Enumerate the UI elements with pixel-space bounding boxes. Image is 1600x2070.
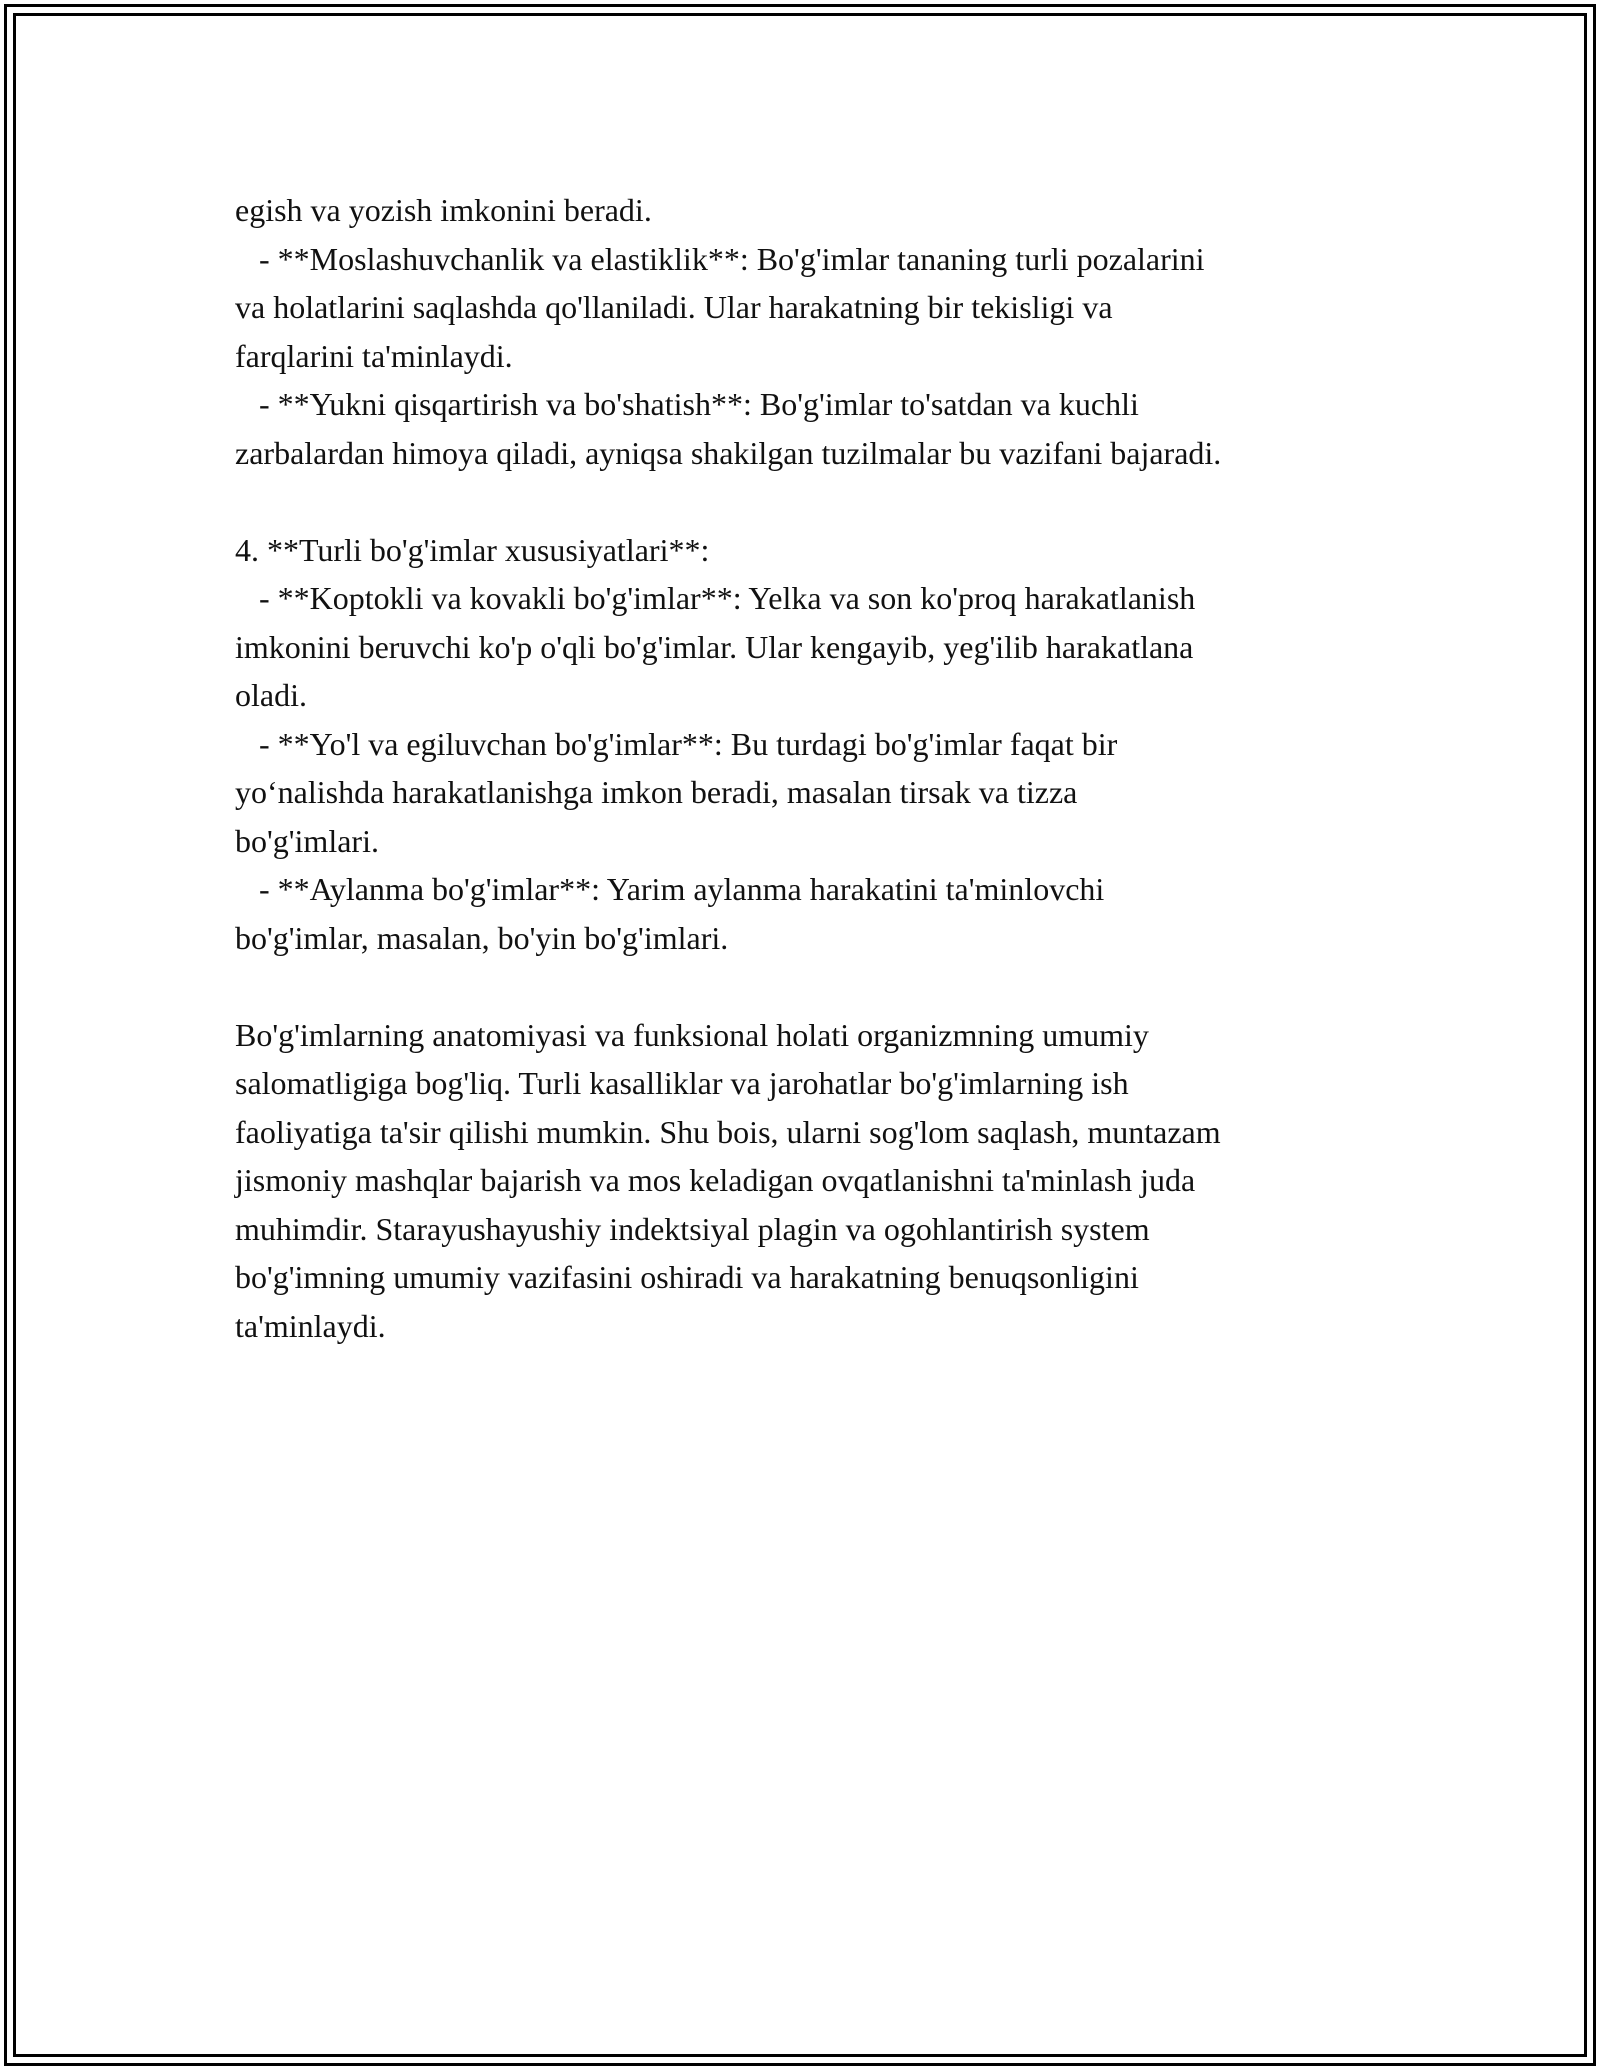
text-line: egish va yozish imkonini beradi. (235, 192, 652, 228)
text-line: muhimdir. Starayushayushiy indektsiyal plagin va ogohlantirish system (235, 1210, 1150, 1247)
paragraph-conclusion (235, 1011, 1395, 1351)
paragraph-item-ball-socket (235, 574, 1395, 720)
text-line: yo‘nalishda harakatlanishga imkon beradi, masalan tirsak va tizza (235, 774, 1078, 810)
paragraph-item-load (235, 380, 1395, 477)
text-line: oladi. (235, 677, 307, 713)
paragraph-item-hinge (235, 720, 1395, 866)
text-line: va holatlarini saqlashda qo'llaniladi. Ular harakatning bir tekisligi va (235, 289, 1113, 325)
text-line: - **Moslashuvchanlik va elastiklik**: Bo'g'imlar tananing turli pozalarini (235, 240, 1205, 277)
paragraph-gap (235, 962, 1395, 1011)
text-line: jismoniy mashqlar bajarish va mos keladigan ovqatlanishni ta'minlash juda (235, 1162, 1196, 1198)
text-line: Bo'g'imlarning anatomiyasi va funksional holati organizmning umumiy (235, 1016, 1149, 1053)
text-line: farqlarini ta'minlaydi. (235, 337, 513, 374)
paragraph-continuation (235, 186, 1395, 235)
paragraph-item-pivot (235, 865, 1395, 962)
paragraph-section-4-heading (235, 526, 1395, 575)
text-line: bo'g'imlar, masalan, bo'yin bo'g'imlari. (235, 919, 729, 956)
text-line: - **Yukni qisqartirish va bo'shatish**: Bo'g'imlar to'satdan va kuchli (235, 386, 1139, 422)
text-line: - **Koptokli va kovakli bo'g'imlar**: Yelka va son ko'proq harakatlanish (235, 580, 1196, 616)
paragraph-gap (235, 477, 1395, 526)
paragraph-item-flexibility (235, 235, 1395, 381)
text-line: 4. **Turli bo'g'imlar xususiyatlari**: (235, 531, 710, 568)
text-line: faoliyatiga ta'sir qilishi mumkin. Shu bois, ularni sog'lom saqlash, muntazam (235, 1113, 1221, 1150)
text-line: - **Yo'l va egiluvchan bo'g'imlar**: Bu turdagi bo'g'imlar faqat bir (235, 725, 1118, 762)
text-line: bo'g'imning umumiy vazifasini oshiradi va harakatning benuqsonligini (235, 1259, 1139, 1295)
document-body (235, 186, 1395, 1350)
text-line: imkonini beruvchi ko'p o'qli bo'g'imlar. Ular kengayib, yeg'ilib harakatlana (235, 628, 1194, 665)
text-line: salomatligiga bog'liq. Turli kasalliklar va jarohatlar bo'g'imlarning ish (235, 1065, 1129, 1101)
text-line: ta'minlaydi. (235, 1307, 386, 1344)
text-line: - **Aylanma bo'g'imlar**: Yarim aylanma harakatini ta'minlovchi (235, 871, 1105, 907)
text-line: bo'g'imlari. (235, 822, 379, 859)
text-line: zarbalardan himoya qiladi, ayniqsa shakilgan tuzilmalar bu vazifani bajaradi. (235, 434, 1222, 471)
